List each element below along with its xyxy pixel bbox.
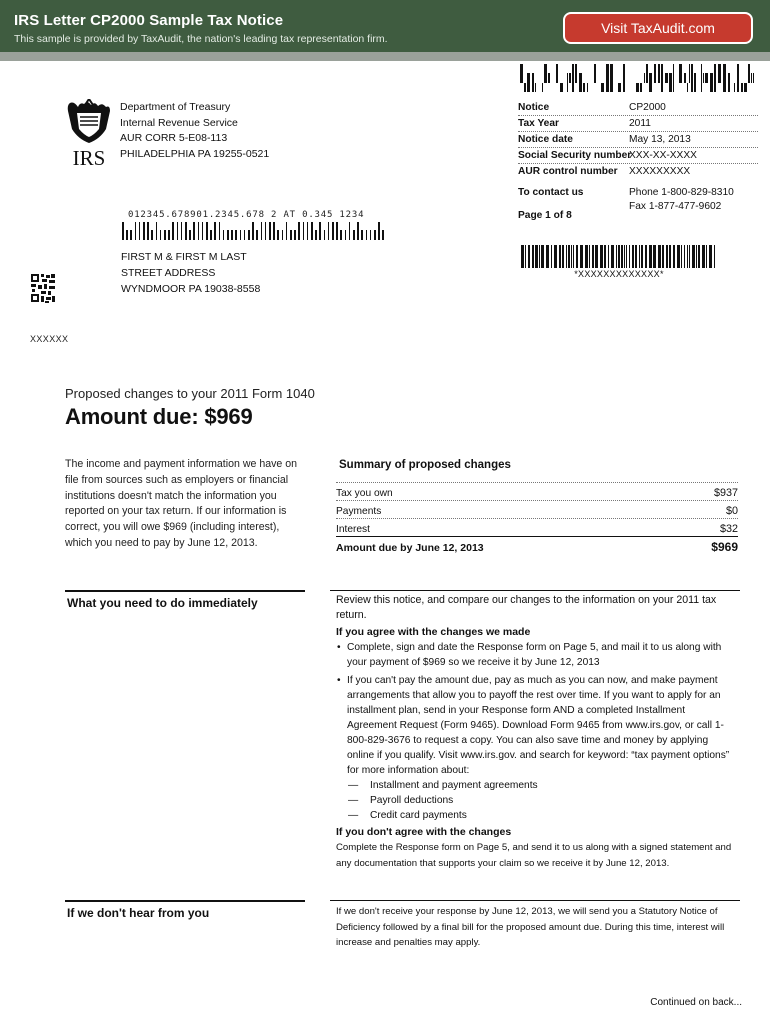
barcode-bar — [265, 222, 267, 240]
barcode-bar — [576, 245, 578, 268]
payment-option: — Payroll deductions — [336, 793, 732, 808]
barcode-bar — [589, 245, 590, 268]
barcode-bar — [710, 73, 713, 92]
barcode-bar — [594, 64, 596, 83]
barcode-bar — [328, 222, 330, 240]
barcode-bar — [585, 245, 588, 268]
barcode-bar — [130, 230, 132, 240]
barcode-bar — [694, 73, 696, 92]
barcode-bar — [679, 64, 682, 83]
barcode-bar — [705, 73, 708, 82]
summary-title: Summary of proposed changes — [339, 459, 511, 471]
barcode-bar — [248, 230, 250, 240]
section-divider — [330, 590, 740, 591]
barcode-bar — [573, 245, 574, 268]
barcode-bar — [566, 245, 567, 268]
intro-paragraph: The income and payment information we have on file from sources such as employers or financial institutions doesn't match the information you reported on your tax return. If our information is correct, you will owe $969 (including interest), which you need to pay by June 12, 2013. — [65, 458, 298, 549]
review-text: Review this notice, and compare our changes to the information on your 2011 tax return. — [336, 594, 717, 621]
notice-value: XXX-XX-XXXX — [629, 150, 697, 161]
barcode-bar — [649, 245, 652, 268]
barcode-bar — [753, 73, 754, 82]
barcode-bar — [277, 230, 279, 240]
scanline-number: 012345.678901.2345.678 2 AT 0.345 1234 — [128, 210, 365, 220]
barcode-bar — [748, 64, 750, 83]
taxpayer-street: STREET ADDRESS — [121, 267, 216, 279]
irs-logo-text: IRS — [72, 146, 106, 169]
barcode-bar — [709, 245, 712, 268]
postal-barcode — [122, 222, 384, 240]
section-divider — [65, 900, 305, 902]
barcode-bar — [193, 222, 195, 240]
barcode-bar — [202, 222, 204, 240]
agency-line: AUR CORR 5-E08-113 — [120, 132, 228, 144]
barcode-bar — [568, 245, 570, 268]
barcode-bar — [231, 230, 233, 240]
barcode-bar — [185, 222, 187, 240]
barcode-bar — [595, 245, 598, 268]
barcode-bar — [691, 64, 693, 92]
notice-label: Tax Year — [518, 118, 559, 129]
barcode-bar — [662, 245, 664, 268]
barcode-bar — [256, 230, 258, 240]
barcode-bar — [635, 245, 637, 268]
contact-values — [629, 186, 734, 213]
barcode-bar — [546, 245, 549, 268]
barcode-bar — [172, 222, 174, 240]
barcode-bar — [290, 230, 292, 240]
barcode-bar — [527, 73, 530, 92]
barcode-bar — [646, 64, 648, 83]
barcode-bar — [618, 245, 620, 268]
barcode-bar — [240, 230, 242, 240]
masked-id: XXXXXX — [30, 334, 69, 344]
barcode-bar — [370, 230, 372, 240]
top-matrix-barcode — [520, 64, 754, 92]
barcode-bar — [632, 245, 634, 268]
barcode-bar — [677, 245, 680, 268]
barcode-bar — [723, 64, 726, 92]
barcode-caption: *XXXXXXXXXXXXX* — [574, 269, 664, 279]
barcode-bar — [524, 83, 526, 92]
barcode-bar — [556, 64, 558, 83]
banner-stripe — [0, 52, 770, 61]
notice-value: CP2000 — [629, 102, 666, 113]
barcode-bar — [611, 245, 614, 268]
barcode-bar — [744, 83, 747, 92]
section-heading-immediate: What you need to do immediately — [67, 596, 258, 610]
barcode-bar — [269, 222, 271, 240]
barcode-bar — [645, 245, 647, 268]
barcode-bar — [214, 222, 216, 240]
barcode-bar — [658, 64, 660, 83]
barcode-bar — [689, 245, 690, 268]
section-heading-no-response: If we don't hear from you — [67, 906, 210, 920]
barcode-bar — [616, 245, 617, 268]
barcode-bar — [706, 245, 707, 268]
amount-due-headline: Amount due: $969 — [65, 404, 253, 429]
barcode-bar — [168, 230, 170, 240]
barcode-bar — [579, 73, 582, 92]
notice-row — [518, 100, 758, 116]
taxpayer-address — [121, 249, 260, 297]
barcode-bar — [189, 230, 191, 240]
barcode-bar — [551, 245, 552, 268]
barcode-bar — [606, 64, 609, 92]
barcode-bar — [567, 73, 568, 92]
barcode-bar — [315, 230, 317, 240]
barcode-bar — [340, 230, 342, 240]
notice-label: Notice — [518, 102, 550, 113]
barcode-bar — [639, 245, 640, 268]
barcode-bar — [604, 245, 606, 268]
barcode-bar — [673, 245, 675, 268]
barcode-bar — [349, 222, 351, 240]
barcode-bar — [535, 245, 538, 268]
barcode-bar — [366, 230, 368, 240]
barcode-bar — [126, 230, 128, 240]
barcode-bar — [559, 245, 561, 268]
barcode-bar — [580, 245, 583, 268]
summary-total-row — [336, 536, 738, 558]
barcode-bar — [353, 230, 355, 240]
contact-fax: Fax 1-877-477-9602 — [629, 200, 722, 212]
barcode-bar — [687, 83, 688, 92]
barcode-bar — [227, 230, 229, 240]
barcode-bar — [303, 222, 305, 240]
barcode-bar — [324, 230, 326, 240]
barcode-bar — [554, 245, 557, 268]
notice-row — [518, 132, 758, 148]
page-subtitle: This sample is provided by TaxAudit, the nation's leading tax representation firm. — [14, 33, 388, 45]
barcode-bar — [177, 222, 179, 240]
barcode-bar — [361, 230, 363, 240]
qr-code-icon — [30, 273, 56, 303]
barcode-bar — [282, 230, 284, 240]
barcode-bar — [689, 64, 690, 83]
summary-row — [336, 482, 738, 500]
barcode-bar — [528, 245, 530, 268]
summary-label: Payments — [336, 506, 382, 517]
summary-value: $0 — [725, 505, 738, 517]
barcode-bar — [542, 83, 543, 92]
summary-value: $32 — [719, 523, 738, 535]
barcode-bar — [621, 245, 623, 268]
barcode-bar — [210, 230, 212, 240]
barcode-bar — [374, 230, 376, 240]
agree-heading: If you agree with the changes we made — [336, 626, 531, 638]
barcode-bar — [610, 64, 613, 92]
barcode-bar — [252, 222, 254, 240]
section-divider — [330, 900, 740, 901]
barcode-bar — [608, 245, 609, 268]
barcode-bar — [698, 245, 700, 268]
barcode-bar — [583, 83, 585, 92]
barcode-bar — [575, 64, 577, 83]
barcode-bar — [718, 64, 721, 83]
barcode-bar — [714, 64, 716, 92]
barcode-bar — [649, 73, 652, 92]
barcode-bar — [147, 222, 149, 240]
barcode-bar — [562, 245, 564, 268]
barcode-bar — [219, 222, 221, 240]
contact-phone[interactable]: Phone 1-800-829-8310 — [629, 187, 734, 198]
barcode-bar — [626, 245, 627, 268]
summary-value: $937 — [713, 487, 738, 499]
agree-bullet: • Complete, sign and date the Response form on Page 5, and mail it to us along with your payment of $969 so we receive it by June 12, 2013 — [336, 640, 732, 670]
taxpayer-name: FIRST M & FIRST M LAST — [121, 251, 247, 263]
barcode-bar — [235, 230, 237, 240]
disagree-text: Complete the Response form on Page 5, and send it to us along with a signed statement and any documentation that supports your claim so we receive it by June 12, 2013. — [336, 842, 732, 869]
barcode-bar — [666, 245, 668, 268]
barcode-bar — [286, 222, 288, 240]
taxpayer-city: WYNDMOOR PA 19038-8558 — [121, 283, 261, 295]
continued-note: Continued on back... — [650, 997, 742, 1008]
barcode-bar — [160, 230, 162, 240]
summary-row — [336, 518, 738, 536]
section-divider — [65, 590, 305, 592]
barcode-bar — [139, 222, 141, 240]
linear-barcode — [521, 245, 717, 268]
barcode-bar — [307, 222, 309, 240]
barcode-bar — [223, 230, 225, 240]
barcode-bar — [520, 64, 523, 83]
barcode-bar — [640, 83, 642, 92]
barcode-bar — [332, 222, 334, 240]
barcode-bar — [623, 64, 625, 92]
barcode-bar — [572, 64, 574, 92]
barcode-bar — [592, 245, 594, 268]
barcode-bar — [701, 64, 702, 92]
barcode-bar — [206, 222, 208, 240]
barcode-bar — [587, 83, 588, 92]
immediate-instructions — [336, 593, 732, 871]
barcode-bar — [539, 245, 540, 268]
barcode-bar — [636, 83, 639, 92]
agency-address — [120, 100, 269, 162]
barcode-bar — [751, 73, 752, 82]
barcode-bar — [669, 73, 672, 92]
proposed-changes-heading: Proposed changes to your 2011 Form 1040 — [65, 386, 315, 401]
agree-bullet: • If you can't pay the amount due, pay as much as you can now, and make payment arrangements that allow you to payoff the rest over time. If you want to apply for an installment plan, send in your Response form AND a completed Installment Agreement Request (Form 9465). Download Form 9465 from www.irs.gov, or call 1-800-829-3676 to request a copy. You can also save time and money by applying online if you qualify. Visit www.irs.gov. and search for keyword: “tax payment options” for more information about: — [336, 673, 732, 778]
barcode-bar — [560, 83, 563, 92]
page-indicator: Page 1 of 8 — [518, 210, 572, 221]
summary-table — [336, 482, 738, 558]
barcode-bar — [569, 73, 571, 82]
barcode-bar — [311, 222, 313, 240]
barcode-bar — [532, 245, 534, 268]
barcode-bar — [673, 64, 674, 92]
barcode-bar — [156, 222, 158, 240]
barcode-bar — [378, 222, 380, 240]
notice-label: Notice date — [518, 134, 573, 145]
agency-line: PHILADELPHIA PA 19255-0521 — [120, 147, 270, 160]
notice-label: Social Security number — [518, 150, 632, 161]
barcode-bar — [143, 222, 145, 240]
barcode-bar — [658, 245, 661, 268]
barcode-bar — [294, 230, 296, 240]
payment-option: — Credit card payments — [336, 808, 732, 823]
barcode-bar — [244, 230, 246, 240]
barcode-bar — [684, 245, 685, 268]
barcode-bar — [681, 245, 682, 268]
barcode-bar — [181, 222, 183, 240]
barcode-bar — [696, 245, 697, 268]
barcode-bar — [661, 64, 663, 92]
barcode-bar — [653, 245, 656, 268]
barcode-bar — [525, 245, 526, 268]
summary-total-value: $969 — [711, 540, 738, 554]
barcode-bar — [548, 73, 550, 82]
agency-line: Internal Revenue Service — [120, 116, 238, 129]
contact-label: To contact us — [518, 187, 584, 198]
barcode-bar — [298, 222, 300, 240]
notice-row — [518, 148, 758, 164]
barcode-bar — [319, 222, 321, 240]
barcode-bar — [544, 64, 547, 83]
barcode-bar — [728, 73, 730, 92]
barcode-bar — [600, 245, 603, 268]
barcode-bar — [135, 222, 137, 240]
barcode-bar — [654, 64, 656, 83]
page-title: IRS Letter CP2000 Sample Tax Notice — [14, 12, 284, 29]
notice-label: AUR control number — [518, 166, 618, 177]
barcode-bar — [618, 83, 621, 92]
barcode-bar — [336, 222, 338, 240]
disagree-heading: If you don't agree with the changes — [336, 826, 512, 838]
barcode-bar — [714, 245, 715, 268]
barcode-bar — [382, 230, 384, 240]
notice-value: May 13, 2013 — [629, 134, 691, 145]
summary-label: Tax you own — [336, 488, 393, 499]
irs-eagle-logo-icon — [64, 99, 114, 169]
barcode-bar — [357, 222, 359, 240]
barcode-bar — [734, 83, 735, 92]
barcode-bar — [532, 73, 534, 92]
visit-taxaudit-button[interactable]: Visit TaxAudit.com — [563, 12, 753, 44]
barcode-bar — [261, 222, 263, 240]
barcode-bar — [273, 222, 275, 240]
barcode-bar — [702, 245, 705, 268]
notice-row — [518, 164, 758, 180]
barcode-bar — [345, 230, 347, 240]
notice-value: XXXXXXXXX — [629, 166, 691, 177]
barcode-bar — [741, 83, 743, 92]
barcode-bar — [601, 83, 604, 92]
barcode-bar — [692, 245, 695, 268]
barcode-bar — [571, 245, 572, 268]
notice-row — [518, 116, 758, 132]
barcode-bar — [164, 230, 166, 240]
barcode-bar — [687, 245, 688, 268]
barcode-bar — [684, 73, 686, 82]
notice-value: 2011 — [629, 118, 651, 129]
barcode-bar — [703, 73, 704, 82]
barcode-bar — [151, 230, 153, 240]
barcode-bar — [521, 245, 524, 268]
payment-option: — Installment and payment agreements — [336, 778, 732, 793]
no-response-text: If we don't receive your response by June 12, 2013, we will send you a Statutory Notice of Deficiency followed by a final bill for the proposed amount due. During this time, interest will increase and penalties may apply. — [336, 906, 725, 948]
barcode-bar — [122, 222, 124, 240]
barcode-bar — [541, 245, 544, 268]
summary-row — [336, 500, 738, 518]
barcode-bar — [737, 64, 739, 92]
barcode-bar — [198, 222, 200, 240]
barcode-bar — [629, 245, 630, 268]
agency-line: Department of Treasury — [120, 101, 231, 113]
barcode-bar — [644, 73, 645, 82]
barcode-bar — [624, 245, 625, 268]
summary-label: Interest — [336, 524, 370, 535]
notice-info-table — [518, 100, 758, 216]
barcode-bar — [641, 245, 643, 268]
summary-total-label: Amount due by June 12, 2013 — [336, 542, 484, 554]
barcode-bar — [535, 83, 536, 92]
barcode-bar — [669, 245, 671, 268]
barcode-bar — [665, 73, 668, 82]
